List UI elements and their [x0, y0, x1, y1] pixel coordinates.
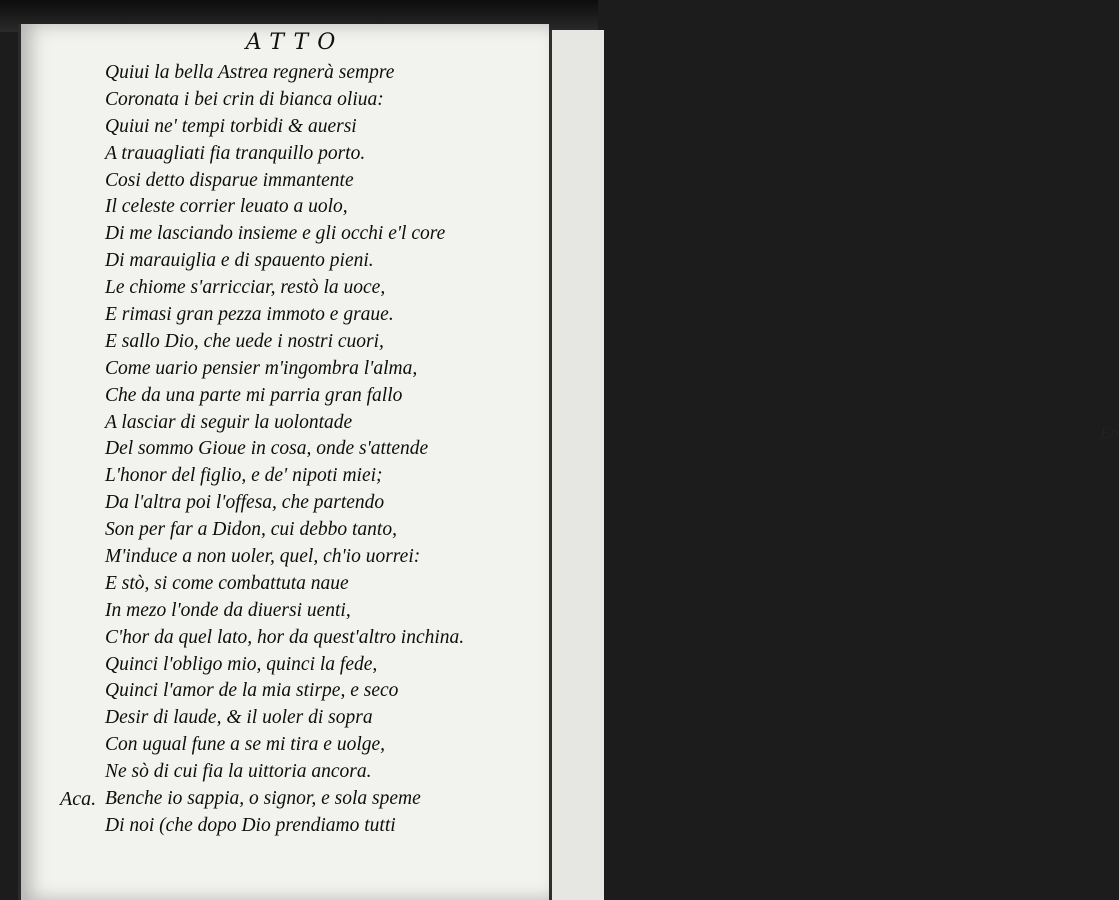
verse-text: Le chiome s'arricciar, restò la uoce,: [105, 277, 386, 299]
verse-line: [60, 221, 510, 248]
verse-line: [60, 141, 510, 168]
verse-line: [60, 598, 510, 625]
verse-text: E sallo Dio, che uede i nostri cuori,: [105, 330, 384, 352]
verse-line: [60, 168, 510, 195]
verse-line: [60, 625, 510, 652]
verse-text: Ne sò di cui fia la uittoria ancora.: [105, 761, 372, 783]
verse-text: Di noi (che dopo Dio prendiamo tutti: [105, 814, 396, 836]
verse-text: Del sommo Gioue in cosa, onde s'attende: [105, 438, 429, 460]
verse-line: [60, 732, 510, 759]
verse-text: Quinci l'obligo mio, quinci la fede,: [105, 653, 378, 675]
verse-line: [60, 194, 510, 221]
bleed-through-text: En: [1100, 423, 1119, 442]
verse-line: [60, 302, 510, 329]
verse-text: Son per far a Didon, cui debbo tanto,: [105, 519, 397, 541]
verse-text: M'induce a non uoler, quel, ch'io uorrei:: [105, 546, 421, 568]
verse-line: [60, 490, 510, 517]
verse-text: Come uario pensier m'ingombra l'alma,: [105, 357, 418, 379]
verse-line: [60, 248, 510, 275]
verse-text: Di me lasciando insieme e gli occhi e'l core: [105, 223, 446, 245]
verse-text: Il celeste corrier leuato a uolo,: [105, 196, 348, 218]
verse-line: [60, 436, 510, 463]
verse-text: Benche io sappia, o signor, e sola speme: [105, 788, 421, 810]
verse-line: [60, 329, 510, 356]
verse-line: [60, 87, 510, 114]
verse-line: [60, 114, 510, 141]
verse-line: [60, 705, 510, 732]
verse-lines: [60, 60, 510, 840]
verse-line: [60, 759, 510, 786]
facing-page-edge: [546, 30, 1119, 900]
verse-line: [60, 786, 510, 813]
verse-text: Che da una parte mi parria gran fallo: [105, 384, 403, 406]
verse-text: E rimasi gran pezza immoto e graue.: [105, 304, 394, 326]
verse-text: Cosi detto disparue immantente: [105, 169, 354, 191]
verse-text: A trauagliati fia tranquillo porto.: [105, 142, 366, 164]
verse-text: Da l'altra poi l'offesa, che partendo: [105, 492, 385, 514]
verse-line: [60, 275, 510, 302]
verse-text: Quinci l'amor de la mia stirpe, e seco: [105, 680, 399, 702]
verse-text: C'hor da quel lato, hor da quest'altro inchina.: [105, 626, 465, 648]
verse-text: A lasciar di seguir la uolontade: [105, 411, 353, 433]
verse-line: [60, 813, 510, 840]
verse-text: E stò, si come combattuta naue: [105, 572, 349, 594]
running-header: ATTO: [245, 30, 345, 55]
verse-line: [60, 383, 510, 410]
verse-line: [60, 544, 510, 571]
verse-text: L'honor del figlio, e de' nipoti miei;: [105, 465, 383, 487]
verse-line: [60, 517, 510, 544]
verse-line: [60, 356, 510, 383]
verse-line: [60, 678, 510, 705]
speaker-label: Aca.: [60, 788, 97, 811]
verse-text: Coronata i bei crin di bianca oliua:: [105, 88, 384, 110]
verse-text: Desir di laude, & il uoler di sopra: [105, 707, 373, 729]
verse-line: [60, 60, 510, 87]
verse-text: Quiui ne' tempi torbidi & auersi: [105, 115, 357, 137]
verse-line: [60, 571, 510, 598]
verse-line: [60, 463, 510, 490]
verse-line: [60, 410, 510, 437]
verse-line: [60, 652, 510, 679]
verse-text: Quiui la bella Astrea regnerà sempre: [105, 62, 395, 83]
verse-text: In mezo l'onde da diuersi uenti,: [105, 599, 351, 621]
verse-text: Di marauiglia e di spauento pieni.: [105, 250, 374, 272]
verse-text: Con ugual fune a se mi tira e uolge,: [105, 734, 386, 756]
